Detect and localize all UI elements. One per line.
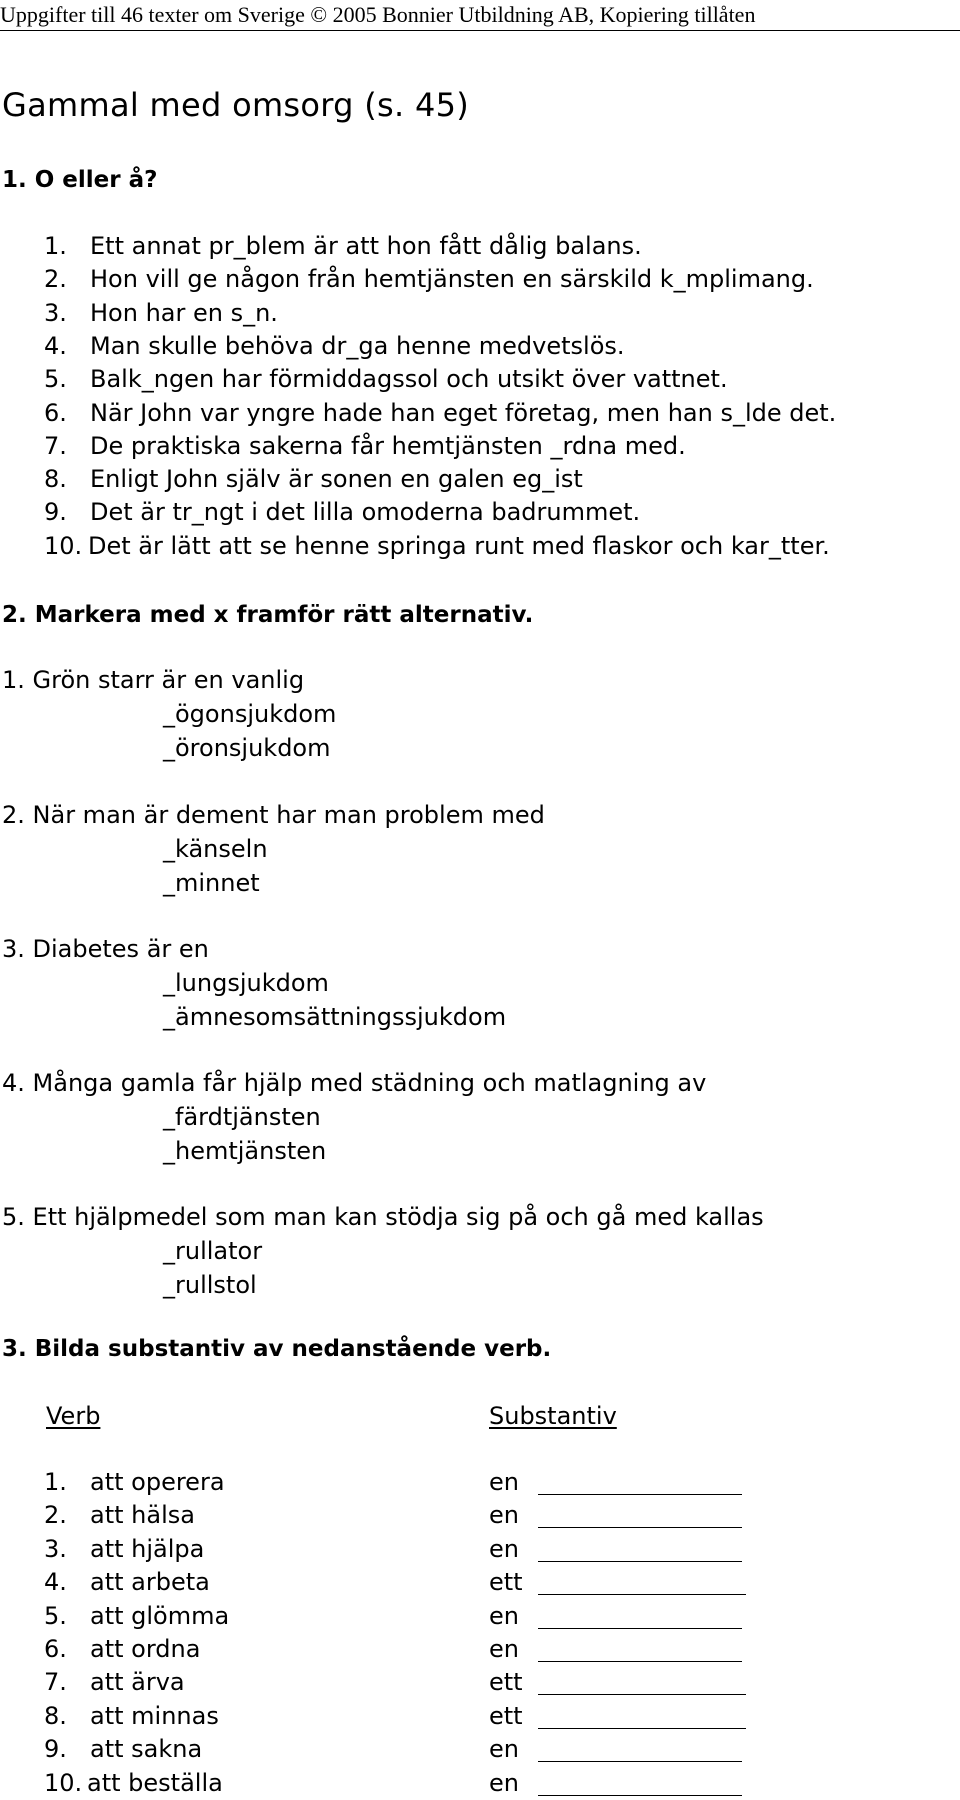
- list-item-text: Ett annat pr_blem är att hon fått dålig balans.: [90, 232, 642, 260]
- list-item-text: Hon vill ge någon från hemtjänsten en särskild k_mplimang.: [90, 265, 814, 294]
- answer-blank-line[interactable]: [538, 1594, 746, 1595]
- question-text: 4. Många gamla får hjälp med städning och matlagning av: [2, 1069, 707, 1097]
- answer-option[interactable]: _ögonsjukdom: [163, 700, 337, 728]
- question-text: 2. När man är dement har man problem med: [2, 801, 545, 829]
- table-row-verb: att beställa: [87, 1768, 223, 1797]
- list-item-text: Enligt John själv är sonen en galen eg_ist: [90, 465, 583, 494]
- section-1-heading: 1. O eller å?: [2, 167, 158, 193]
- page-header: Uppgifter till 46 texter om Sverige © 2005 Bonnier Utbildning AB, Kopiering tillåten: [0, 0, 960, 31]
- question-text: 3. Diabetes är en: [2, 935, 209, 963]
- table-row-number: 7.: [44, 1668, 67, 1697]
- question-text: 1. Grön starr är en vanlig: [2, 666, 305, 694]
- answer-blank-line[interactable]: [538, 1761, 742, 1762]
- answer-blank-line[interactable]: [538, 1561, 742, 1562]
- table-row-verb: att arbeta: [90, 1568, 210, 1597]
- table-row-article: en: [489, 1735, 519, 1764]
- table-row-number: 3.: [44, 1534, 67, 1563]
- table-row-number: 2.: [44, 1501, 67, 1530]
- table-row-verb: att ordna: [90, 1635, 201, 1663]
- list-item-number: 2.: [44, 265, 67, 294]
- table-row-verb: att operera: [90, 1468, 225, 1496]
- table-row-number: 9.: [44, 1735, 67, 1764]
- table-row-number: 10.: [44, 1768, 83, 1797]
- table-row-article: en: [489, 1501, 519, 1530]
- list-item-text: Man skulle behöva dr_ga henne medvetslös.: [90, 331, 625, 360]
- answer-option[interactable]: _öronsjukdom: [163, 734, 331, 762]
- list-item-number: 7.: [44, 431, 67, 460]
- answer-blank-line[interactable]: [538, 1694, 746, 1695]
- answer-option[interactable]: _hemtjänsten: [163, 1137, 327, 1165]
- table-row-number: 1.: [44, 1468, 67, 1496]
- table-row-article: ett: [489, 1568, 523, 1597]
- table-row-verb: att ärva: [90, 1668, 185, 1697]
- answer-option[interactable]: _färdtjänsten: [163, 1103, 321, 1131]
- list-item-number: 9.: [44, 498, 67, 527]
- table-row-article: en: [489, 1534, 519, 1563]
- table-row-article: en: [489, 1468, 519, 1496]
- table-row-article: en: [489, 1601, 519, 1630]
- list-item-number: 10.: [44, 531, 83, 560]
- list-item-number: 8.: [44, 465, 67, 494]
- column-header-verb: Verb: [46, 1402, 101, 1430]
- table-row-number: 4.: [44, 1568, 67, 1597]
- table-row-number: 6.: [44, 1635, 67, 1663]
- table-row-article: ett: [489, 1701, 523, 1730]
- table-row-article: en: [489, 1635, 519, 1663]
- table-row-verb: att glömma: [90, 1601, 230, 1630]
- list-item-number: 4.: [44, 331, 67, 360]
- table-row-article: en: [489, 1768, 519, 1797]
- section-2-heading: 2. Markera med x framför rätt alternativ.: [2, 602, 534, 628]
- question-text: 5. Ett hjälpmedel som man kan stödja sig på och gå med kallas: [2, 1203, 764, 1231]
- answer-blank-line[interactable]: [538, 1795, 742, 1796]
- table-row-verb: att hjälpa: [90, 1534, 205, 1563]
- answer-option[interactable]: _känseln: [163, 835, 268, 863]
- table-row-number: 5.: [44, 1601, 67, 1630]
- list-item-number: 1.: [44, 232, 67, 260]
- list-item-text: Balk_ngen har förmiddagssol och utsikt över vattnet.: [90, 365, 728, 394]
- table-row-verb: att hälsa: [90, 1501, 195, 1530]
- list-item-text: Det är lätt att se henne springa runt med flaskor och kar_tter.: [88, 531, 830, 560]
- table-row-article: ett: [489, 1668, 523, 1697]
- column-header-substantiv: Substantiv: [489, 1402, 617, 1430]
- list-item-number: 5.: [44, 365, 67, 394]
- page-title: Gammal med omsorg (s. 45): [2, 86, 470, 124]
- section-3-heading: 3. Bilda substantiv av nedanstående verb.: [2, 1336, 552, 1362]
- list-item-text: När John var yngre hade han eget företag, men han s_lde det.: [90, 398, 837, 427]
- list-item-number: 6.: [44, 398, 67, 427]
- list-item-number: 3.: [44, 298, 67, 327]
- answer-option[interactable]: _rullator: [163, 1237, 263, 1265]
- answer-blank-line[interactable]: [538, 1527, 742, 1528]
- table-row-verb: att sakna: [90, 1735, 203, 1764]
- list-item-text: Hon har en s_n.: [90, 298, 278, 327]
- list-item-text: Det är tr_ngt i det lilla omoderna badrummet.: [90, 498, 641, 527]
- answer-blank-line[interactable]: [538, 1494, 742, 1495]
- answer-option[interactable]: _minnet: [163, 869, 260, 897]
- answer-blank-line[interactable]: [538, 1661, 742, 1662]
- answer-option[interactable]: _lungsjukdom: [163, 969, 329, 997]
- answer-option[interactable]: _rullstol: [163, 1271, 257, 1299]
- answer-option[interactable]: _ämnesomsättningssjukdom: [163, 1003, 507, 1031]
- answer-blank-line[interactable]: [538, 1628, 742, 1629]
- list-item-text: De praktiska sakerna får hemtjänsten _rdna med.: [90, 431, 686, 460]
- answer-blank-line[interactable]: [538, 1728, 746, 1729]
- table-row-number: 8.: [44, 1701, 67, 1730]
- table-row-verb: att minnas: [90, 1701, 219, 1730]
